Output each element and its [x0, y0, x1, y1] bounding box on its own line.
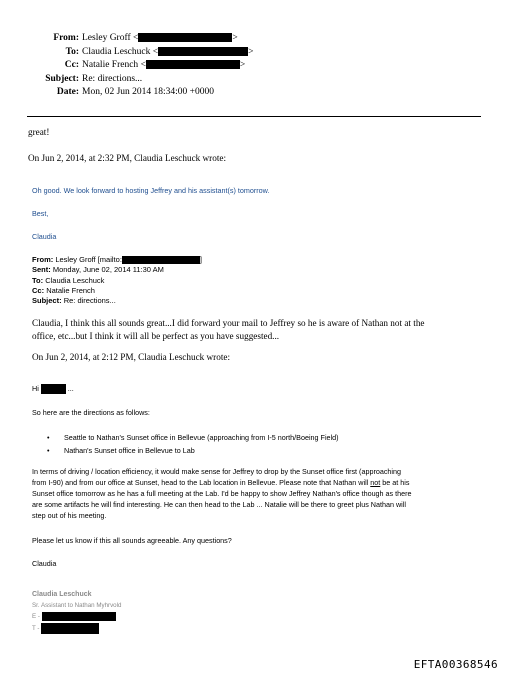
fwd-to-row: To: Claudia Leschuck	[32, 275, 105, 285]
header-cc-row: Cc: Natalie French < >	[64, 60, 246, 70]
reply-text: great!	[28, 127, 50, 137]
to-label: To:	[65, 46, 79, 57]
forwarded-header	[32, 255, 202, 306]
email-header	[0, 33, 512, 101]
document-id: EFTA00368546	[413, 658, 498, 671]
redaction-box	[138, 33, 232, 42]
date-label: Date:	[56, 87, 79, 97]
header-to-row: To: Claudia Leschuck < >	[65, 46, 254, 57]
fwd-sent-row: Sent: Monday, June 02, 2014 11:30 AM	[32, 265, 164, 275]
fwd-cc-row: Cc: Natalie French	[32, 285, 95, 295]
cc-value: Natalie French	[82, 60, 139, 70]
quote-line-1: On Jun 2, 2014, at 2:32 PM, Claudia Leschuck wrote:	[28, 153, 227, 163]
bullet-item-1: • Seattle to Nathan's Sunset office in Bellevue (approaching from I-5 north/Boeing Field)	[47, 433, 339, 442]
directions-paragraph: In terms of driving / location efficiency, it would make sense for Jeffrey to drop by the Sunset office first (approaching from I-90) and from our office at Sunset, head to the Lab location in Bellevue. Please note that Nathan will not be at his Sunset office tomorrow as he has a full meeting at the Lab. I'd be happy to show Jeffrey Nathan's office though as there are some artifacts he will find interesting. He can then head to the Lab ... Natalie will be there to greet plus Nathan will step out of his meeting.	[32, 467, 412, 520]
claudia-signature: Claudia	[32, 232, 57, 241]
cc-label: Cc:	[64, 60, 79, 70]
lesley-message-line-2: office, etc...but I think it will all be perfect as you have suggested...	[32, 331, 280, 341]
redaction-box	[42, 612, 116, 621]
subject-value: Re: directions...	[82, 73, 143, 84]
header-from-row: From: Lesley Groff < >	[53, 33, 238, 43]
redaction-box	[41, 623, 99, 634]
from-label: From:	[53, 33, 79, 43]
lesley-message-line-1: Claudia, I think this all sounds great...I did forward your mail to Jeffrey so he is aware of Nathan not at the	[32, 318, 425, 328]
header-date-row	[0, 87, 512, 101]
redaction-box	[158, 47, 248, 56]
agree-question: Please let us know if this all sounds agreeable. Any questions?	[32, 536, 232, 545]
greeting: Hi ...	[32, 384, 74, 393]
signature-title: Sr. Assistant to Nathan Myhrvold	[32, 602, 122, 609]
redaction-box	[146, 60, 240, 69]
claudia-message: Oh good. We look forward to hosting Jeffrey and his assistant(s) tomorrow.	[32, 186, 270, 195]
signature-email-row: E -	[32, 612, 116, 621]
bullet-item-2: • Nathan's Sunset office in Bellevue to Lab	[47, 446, 195, 455]
redaction-box	[41, 384, 66, 394]
fwd-subject-row: Subject: Re: directions...	[32, 296, 116, 306]
to-value: Claudia Leschuck	[82, 46, 151, 57]
from-value: Lesley Groff	[82, 33, 131, 43]
closing-best: Best,	[32, 209, 49, 218]
header-subject-row	[0, 74, 512, 88]
signature-name: Claudia Leschuck	[32, 591, 92, 598]
quote-line-2: On Jun 2, 2014, at 2:12 PM, Claudia Leschuck wrote:	[32, 352, 231, 362]
header-divider	[27, 116, 481, 117]
signature-phone-row: T -	[32, 623, 99, 634]
subject-label: Subject:	[45, 73, 79, 84]
fwd-from-row: From: Lesley Groff [mailto: ]	[32, 255, 202, 264]
redaction-box	[122, 256, 200, 264]
claudia-signature-2: Claudia	[32, 559, 57, 568]
date-value: Mon, 02 Jun 2014 18:34:00 +0000	[82, 87, 215, 97]
directions-intro: So here are the directions as follows:	[32, 408, 150, 417]
